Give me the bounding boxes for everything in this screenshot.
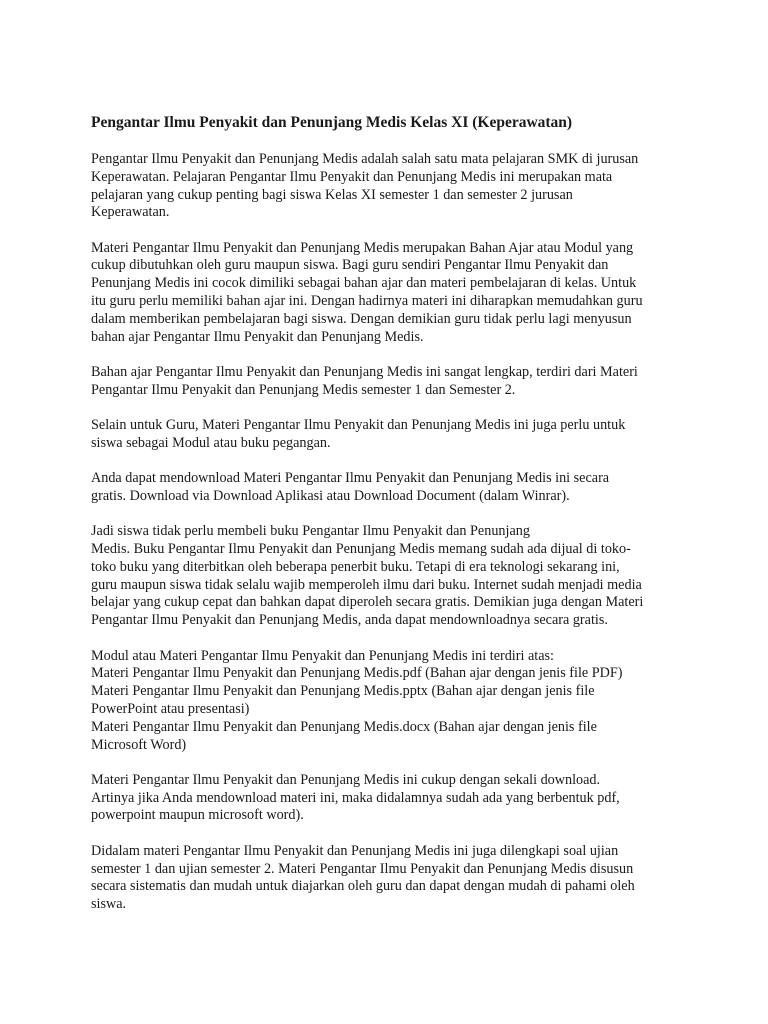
text-line: Jadi siswa tidak perlu membeli buku Pengantar Ilmu Penyakit dan Penunjang	[91, 523, 530, 540]
text-line: siswa sebagai Modul atau buku pegangan.	[91, 434, 331, 451]
text-line: itu guru perlu memiliki bahan ajar ini. Dengan hadirnya materi ini diharapkan memudahkan guru	[91, 293, 643, 310]
text-line: PowerPoint atau presentasi)	[91, 700, 250, 717]
document-page	[91, 113, 683, 931]
text-line: Penunjang Medis ini cocok dimiliki sebagai bahan ajar dan materi pembelajaran di kelas. Untuk	[91, 275, 637, 292]
text-line: Materi Pengantar Ilmu Penyakit dan Penunjang Medis.pptx (Bahan ajar dengan jenis file	[91, 683, 595, 700]
text-line: Materi Pengantar Ilmu Penyakit dan Penunjang Medis merupakan Bahan Ajar atau Modul yang	[91, 239, 634, 256]
text-line: secara sistematis dan mudah untuk diajarkan oleh guru dan dapat dengan mudah di pahami oleh	[91, 878, 635, 895]
text-line: powerpoint maupun microsoft word).	[91, 807, 304, 824]
text-line: Microsoft Word)	[91, 736, 187, 753]
text-line: gratis. Download via Download Aplikasi atau Download Document (dalam Winrar).	[91, 487, 570, 504]
text-line: Bahan ajar Pengantar Ilmu Penyakit dan Penunjang Medis ini sangat lengkap, terdiri dari Materi	[91, 363, 638, 380]
text-line: Didalam materi Pengantar Ilmu Penyakit dan Penunjang Medis ini juga dilengkapi soal ujian	[91, 842, 619, 859]
text-line: siswa.	[91, 896, 127, 913]
text-line: Materi Pengantar Ilmu Penyakit dan Penunjang Medis.docx (Bahan ajar dengan jenis file	[91, 718, 597, 735]
text-line: Materi Pengantar Ilmu Penyakit dan Penunjang Medis ini cukup dengan sekali download.	[91, 771, 601, 788]
text-line: semester 1 dan ujian semester 2. Materi Pengantar Ilmu Penyakit dan Penunjang Medis disusun	[91, 860, 634, 877]
paragraph	[91, 364, 683, 400]
text-line: Materi Pengantar Ilmu Penyakit dan Penunjang Medis.pdf (Bahan ajar dengan jenis file PDF)	[91, 665, 623, 682]
text-line: Keperawatan.	[91, 204, 170, 221]
paragraph	[91, 648, 683, 755]
text-line: Pengantar Ilmu Penyakit dan Penunjang Medis, anda dapat mendownloadnya secara gratis.	[91, 612, 608, 629]
paragraph	[91, 523, 683, 630]
text-line: Pengantar Ilmu Penyakit dan Penunjang Medis adalah salah satu mata pelajaran SMK di jurusan	[91, 151, 639, 167]
paragraph	[91, 151, 683, 222]
text-line: belajar yang cukup cepat dan bahkan dapat diperoleh secara gratis. Demikian juga dengan Materi	[91, 594, 644, 611]
paragraph	[91, 843, 683, 914]
text-line: Artinya jika Anda mendownload materi ini, maka didalamnya sudah ada yang berbentuk pdf,	[91, 789, 620, 806]
text-line: Keperawatan. Pelajaran Pengantar Ilmu Penyakit dan Penunjang Medis ini merupakan mata	[91, 168, 613, 185]
paragraph	[91, 772, 683, 825]
paragraph	[91, 240, 683, 347]
text-line: Medis. Buku Pengantar Ilmu Penyakit dan Penunjang Medis memang sudah ada dijual di toko-	[91, 541, 631, 558]
text-line: Modul atau Materi Pengantar Ilmu Penyakit dan Penunjang Medis ini terdiri atas:	[91, 647, 554, 664]
text-line: cukup dibutuhkan oleh guru maupun siswa. Bagi guru sendiri Pengantar Ilmu Penyakit dan	[91, 257, 609, 274]
text-line: toko buku yang diterbitkan oleh beberapa penerbit buku. Tetapi di era teknologi sekarang ini,	[91, 558, 620, 575]
document-body	[91, 151, 683, 914]
paragraph	[91, 417, 683, 453]
text-line: Anda dapat mendownload Materi Pengantar Ilmu Penyakit dan Penunjang Medis ini secara	[91, 470, 610, 487]
text-line: Pengantar Ilmu Penyakit dan Penunjang Medis semester 1 dan Semester 2.	[91, 381, 516, 398]
text-line: pelajaran yang cukup penting bagi siswa Kelas XI semester 1 dan semester 2 jurusan	[91, 186, 573, 203]
text-line: bahan ajar Pengantar Ilmu Penyakit dan Penunjang Medis.	[91, 328, 424, 345]
text-line: Selain untuk Guru, Materi Pengantar Ilmu Penyakit dan Penunjang Medis ini juga perlu untuk	[91, 417, 626, 434]
paragraph	[91, 470, 683, 506]
text-line: guru maupun siswa tidak selalu wajib memperoleh ilmu dari buku. Internet sudah menjadi media	[91, 576, 642, 593]
document-title: Pengantar Ilmu Penyakit dan Penunjang Medis Kelas XI (Keperawatan)	[91, 114, 573, 131]
text-line: dalam memberikan pembelajaran bagi siswa. Dengan demikian guru tidak perlu lagi menyusun	[91, 310, 632, 327]
